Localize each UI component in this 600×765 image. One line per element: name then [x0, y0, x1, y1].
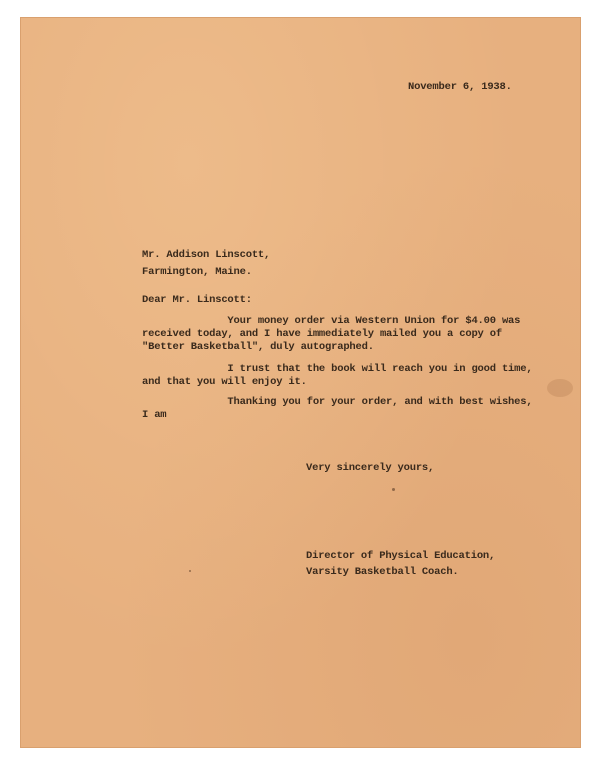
body-paragraph-3: Thanking you for your order, and with best wishes, I am	[142, 396, 533, 421]
paper-spot	[547, 379, 573, 397]
letter-date: November 6, 1938.	[408, 81, 512, 93]
paper-speck	[189, 570, 191, 572]
complimentary-closing: Very sincerely yours,	[306, 462, 435, 474]
paper-speck	[392, 488, 395, 491]
letter-page	[20, 17, 581, 748]
body-paragraph-1: Your money order via Western Union for $4.00 was received today, and I have immediately mailed you a copy of "Better Basketball", duly autographed.	[142, 315, 521, 353]
salutation: Dear Mr. Linscott:	[142, 294, 252, 306]
recipient-name: Mr. Addison Linscott,	[142, 249, 271, 261]
signature-title-1: Director of Physical Education,	[306, 550, 496, 562]
body-paragraph-2: I trust that the book will reach you in good time, and that you will enjoy it.	[142, 363, 533, 388]
signature-title-2: Varsity Basketball Coach.	[306, 566, 459, 578]
recipient-place: Farmington, Maine.	[142, 266, 252, 278]
